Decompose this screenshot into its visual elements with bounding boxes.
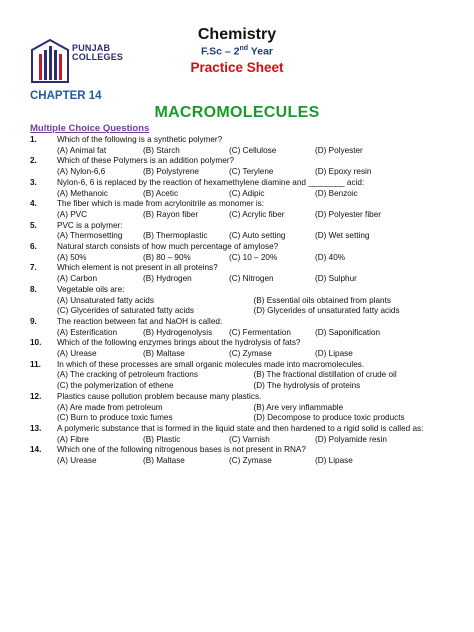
answer-option: (C) Adipic <box>229 188 265 198</box>
brand-line-2: COLLEGES <box>72 52 124 62</box>
options-row <box>30 413 450 424</box>
answer-option: (C) Cellulose <box>229 145 277 155</box>
question-item <box>30 178 450 199</box>
options-row <box>30 381 450 392</box>
question-item <box>30 199 450 220</box>
question-text: A polymeric substance that is formed in the liquid state and then hardened to a rigid solid is called as: <box>57 423 424 433</box>
answer-option: (D) Polyester <box>315 145 363 155</box>
answer-option: (C) Zymase <box>229 349 272 359</box>
answer-option: (C) Terylene <box>229 167 274 177</box>
answer-option: (C) Acrylic fiber <box>229 209 285 219</box>
question-item <box>30 285 450 317</box>
question-text: Natural starch consists of how much percentage of amylose? <box>57 242 279 252</box>
options-row <box>30 328 450 339</box>
answer-option: (B) Thermoplastic <box>143 231 208 241</box>
question-text: Which of the following is a synthetic polymer? <box>57 135 223 144</box>
question-number: 3. <box>30 177 37 187</box>
answer-option: (C) 10 – 20% <box>229 252 278 262</box>
question-item <box>30 360 450 392</box>
question-row <box>30 285 450 296</box>
options-row <box>30 296 450 307</box>
question-row <box>30 263 450 274</box>
options-row <box>30 210 450 221</box>
chapter-label: CHAPTER 14 <box>30 90 102 102</box>
practice-sheet-title: Practice Sheet <box>190 60 284 75</box>
question-row <box>30 135 450 146</box>
question-item <box>30 424 450 445</box>
question-number: 10. <box>30 338 42 348</box>
answer-option: (D) Decompose to produce toxic products <box>253 413 405 423</box>
question-row <box>30 392 450 403</box>
question-row <box>30 338 450 349</box>
question-number: 7. <box>30 263 37 273</box>
answer-option: (A) PVC <box>57 209 88 219</box>
answer-option: (D) 40% <box>315 252 346 262</box>
question-row <box>30 199 450 210</box>
answer-option: (A) Urease <box>57 456 97 466</box>
chapter-heading: MACROMOLECULES <box>154 104 320 121</box>
options-row <box>30 306 450 317</box>
question-text: Plastics cause pollution problem because many plastics. <box>57 391 262 401</box>
options-row <box>30 146 450 157</box>
question-item <box>30 317 450 338</box>
options-row <box>30 349 450 360</box>
subject-title: Chemistry <box>197 26 277 43</box>
answer-option: (C) Zymase <box>229 456 272 466</box>
answer-option: (C) Burn to produce toxic fumes <box>57 413 173 423</box>
question-text: Vegetable oils are: <box>57 284 125 294</box>
answer-option: (A) Nylon-6,6 <box>57 167 106 177</box>
answer-option: (D) Epoxy resin <box>315 167 372 177</box>
answer-option: (C) Glycerides of saturated fatty acids <box>57 306 194 316</box>
question-item <box>30 263 450 284</box>
question-text: Which one of the following nitrogenous bases is not present in RNA? <box>57 445 306 455</box>
answer-option: (A) Methanoic <box>57 188 108 198</box>
answer-option: (D) Benzoic <box>315 188 358 198</box>
answer-option: (C) Varnish <box>229 434 270 444</box>
options-row <box>30 274 450 285</box>
question-row <box>30 360 450 371</box>
answer-option: (B) Maltase <box>143 456 185 466</box>
section-heading: Multiple Choice Questions <box>30 123 150 134</box>
question-number: 4. <box>30 199 37 209</box>
answer-option: (B) Maltase <box>143 349 185 359</box>
subtitle-sup: nd <box>239 45 249 52</box>
answer-option: (A) The cracking of petroleum fractions <box>57 370 198 380</box>
answer-option: (A) Carbon <box>57 274 98 284</box>
question-text: In which of these processes are small organic molecules made into macromolecules. <box>57 359 365 369</box>
question-number: 8. <box>30 284 37 294</box>
answer-option: (A) 50% <box>57 252 87 262</box>
answer-option: (D) Glycerides of unsaturated fatty acids <box>253 306 400 316</box>
options-row <box>30 456 450 467</box>
answer-option: (C) Fermentation <box>229 327 291 337</box>
answer-option: (D) Polyamide resin <box>315 434 387 444</box>
question-row <box>30 242 450 253</box>
class-subtitle <box>0 45 474 58</box>
question-list <box>30 135 450 467</box>
question-number: 13. <box>30 423 42 433</box>
answer-option: (B) Hydrogenolysis <box>143 327 213 337</box>
question-row <box>30 424 450 435</box>
answer-option: (B) Rayon fiber <box>143 209 199 219</box>
answer-option: (A) Urease <box>57 349 97 359</box>
answer-option: (B) Essential oils obtained from plants <box>253 295 391 305</box>
answer-option: (B) Are very inflammable <box>253 402 344 412</box>
question-number: 1. <box>30 135 37 144</box>
answer-option: (A) Are made from petroleum <box>57 402 163 412</box>
question-text: The fiber which is made from acrylonitrile as monomer is: <box>57 199 265 209</box>
question-number: 12. <box>30 391 42 401</box>
answer-option: (D) Sulphur <box>315 274 357 284</box>
question-row <box>30 178 450 189</box>
answer-option: (D) Polyester fiber <box>315 209 381 219</box>
question-row <box>30 317 450 328</box>
question-number: 5. <box>30 220 37 230</box>
question-text: Which of the following enzymes brings about the hydrolysis of fats? <box>57 338 301 348</box>
question-number: 9. <box>30 316 37 326</box>
question-text: Which element is not present in all proteins? <box>57 263 218 273</box>
subtitle-pre: F.Sc – 2 <box>200 45 240 58</box>
answer-option: (C) Nitrogen <box>229 274 274 284</box>
question-item <box>30 221 450 242</box>
question-item <box>30 445 450 466</box>
answer-option: (B) 80 – 90% <box>143 252 191 262</box>
question-number: 14. <box>30 445 42 455</box>
answer-option: (B) Plastic <box>143 434 181 444</box>
question-number: 11. <box>30 359 41 369</box>
answer-option: (A) Unsaturated fatty acids <box>57 295 154 305</box>
answer-option: (A) Thermosetting <box>57 231 123 241</box>
question-text: The reaction between fat and NaOH is called: <box>57 316 223 326</box>
subtitle-post: Year <box>248 45 273 58</box>
answer-option: (D) Lipase <box>315 349 353 359</box>
question-item <box>30 242 450 263</box>
brand-line-1: PUNJAB <box>72 43 111 53</box>
question-item <box>30 338 450 359</box>
question-text: PVC is a polymer: <box>57 220 123 230</box>
answer-option: (D) Lipase <box>315 456 353 466</box>
answer-option: (B) Polystyrene <box>143 167 199 177</box>
question-number: 2. <box>30 156 37 166</box>
answer-option: (D) Saponification <box>315 327 381 337</box>
options-row <box>30 435 450 446</box>
answer-option: (D) The hydrolysis of proteins <box>253 381 361 391</box>
question-row <box>30 221 450 232</box>
answer-option: (B) Starch <box>143 145 180 155</box>
options-row <box>30 253 450 264</box>
answer-option: (A) Esterification <box>57 327 118 337</box>
question-item <box>30 135 450 156</box>
options-row <box>30 370 450 381</box>
question-row <box>30 445 450 456</box>
options-row <box>30 403 450 414</box>
options-row <box>30 189 450 200</box>
answer-option: (D) Wet setting <box>315 231 370 241</box>
answer-option: (B) Hydrogen <box>143 274 192 284</box>
options-row <box>30 167 450 178</box>
answer-option: (A) Animal fat <box>57 145 107 155</box>
question-item <box>30 392 450 424</box>
question-text: Nylon-6, 6 is replaced by the reaction of hexamethylene diamine and ________ acid: <box>57 177 365 187</box>
answer-option: (B) Acetic <box>143 188 179 198</box>
question-number: 6. <box>30 242 37 252</box>
answer-option: (B) The fractional distillation of crude oil <box>253 370 397 380</box>
question-row <box>30 156 450 167</box>
question-item <box>30 156 450 177</box>
options-row <box>30 231 450 242</box>
question-text: Which of these Polymers is an addition polymer? <box>57 156 235 166</box>
answer-option: (C) the polymerization of ethene <box>57 381 174 391</box>
answer-option: (C) Auto setting <box>229 231 286 241</box>
answer-option: (A) Fibre <box>57 434 89 444</box>
